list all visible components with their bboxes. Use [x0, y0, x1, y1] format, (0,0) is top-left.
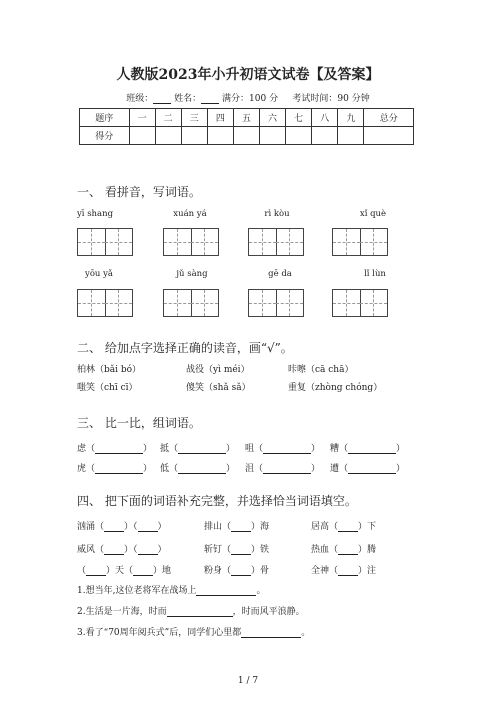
- compare-item: 糟（ ）: [330, 444, 406, 454]
- answer-blank[interactable]: [95, 464, 143, 474]
- reading-choice[interactable]: 嗤笑（chī cī）: [77, 383, 138, 393]
- answer-blank[interactable]: [241, 628, 301, 638]
- reading-choice[interactable]: 柏林（bǎi bó）: [77, 365, 142, 375]
- class-blank: [153, 94, 171, 104]
- name-label: 姓名：: [174, 94, 202, 104]
- table-cell: 三: [181, 109, 207, 127]
- writing-grid[interactable]: [77, 228, 133, 256]
- table-cell: 七: [286, 109, 312, 127]
- score-cell[interactable]: [364, 127, 414, 145]
- table-cell: 九: [338, 109, 364, 127]
- section-4-heading: 四、 把下面的词语补充完整，并选择恰当词语填空。: [77, 494, 357, 508]
- answer-blank[interactable]: [338, 566, 358, 576]
- idiom-item: 斩钉（ ）铁: [204, 545, 270, 555]
- writing-grid[interactable]: [248, 228, 304, 256]
- fill-question-3: 3.看了“70周年阅兵式”后，同学们心里都 。: [77, 628, 311, 638]
- name-blank: [201, 94, 219, 104]
- compare-item: 虑（ ）: [77, 444, 153, 454]
- idiom-item: 热血（ ）腾: [311, 545, 377, 555]
- page-number: 1 / 7: [237, 676, 259, 686]
- compare-item: 遭（ ）: [330, 464, 406, 474]
- idiom-item: 威风（ ）（ ）: [77, 545, 167, 555]
- reading-choice[interactable]: 咔嚓（cā chā）: [288, 365, 354, 375]
- writing-grid[interactable]: [248, 289, 304, 317]
- page-title: 人教版2023年小升初语文试卷【及答案】: [116, 67, 380, 83]
- score-header-row: [80, 109, 414, 127]
- pinyin-label: xuán yá: [173, 209, 207, 219]
- answer-blank[interactable]: [263, 464, 311, 474]
- exam-time: 考试时间：90 分钟: [292, 94, 370, 104]
- answer-blank[interactable]: [104, 545, 124, 555]
- writing-grid[interactable]: [163, 228, 219, 256]
- compare-char: 沮: [245, 464, 255, 474]
- idiom-item: 居高（ ）下: [311, 522, 377, 532]
- answer-blank[interactable]: [338, 545, 358, 555]
- score-cell[interactable]: [181, 127, 207, 145]
- class-label: 班级：: [126, 94, 154, 104]
- table-cell: 五: [233, 109, 259, 127]
- compare-item: 沮（ ）: [245, 464, 321, 474]
- compare-item: 虎（ ）: [77, 464, 153, 474]
- answer-blank[interactable]: [95, 444, 143, 454]
- compare-char: 糟: [330, 444, 340, 454]
- compare-item: 抵（ ）: [160, 444, 236, 454]
- idiom-item: 粉身（ ）骨: [204, 566, 270, 576]
- answer-blank[interactable]: [86, 566, 106, 576]
- answer-blank[interactable]: [348, 464, 396, 474]
- table-cell: 六: [260, 109, 286, 127]
- score-table: [79, 108, 414, 145]
- answer-blank[interactable]: [231, 522, 251, 532]
- answer-blank[interactable]: [167, 607, 233, 617]
- pinyin-label: yōu yǎ: [85, 269, 113, 279]
- reading-choice[interactable]: 傻笑（shǎ sǎ）: [186, 383, 251, 393]
- exam-info: [0, 91, 496, 104]
- answer-blank[interactable]: [133, 566, 153, 576]
- idiom-item: 全神（ ）注: [311, 566, 377, 576]
- pinyin-label: jǔ sàng: [176, 269, 208, 279]
- pinyin-label: rì kòu: [264, 209, 290, 219]
- answer-blank[interactable]: [231, 545, 251, 555]
- pinyin-label: xǐ què: [359, 209, 387, 219]
- table-cell: 总分: [364, 109, 414, 127]
- pinyin-label: gē da: [268, 269, 292, 279]
- score-cell[interactable]: [286, 127, 312, 145]
- compare-char: 遭: [330, 464, 340, 474]
- compare-char: 虎: [77, 464, 87, 474]
- table-cell: 题序: [80, 109, 130, 127]
- answer-blank[interactable]: [338, 522, 358, 532]
- compare-item: 低（ ）: [160, 464, 236, 474]
- pinyin-label: yī shang: [76, 209, 114, 219]
- answer-blank[interactable]: [178, 464, 226, 474]
- score-cell[interactable]: [129, 127, 155, 145]
- writing-grid[interactable]: [163, 289, 219, 317]
- answer-blank[interactable]: [104, 522, 124, 532]
- idiom-item: （ ）天（ ）地: [77, 566, 172, 576]
- score-cell[interactable]: [207, 127, 233, 145]
- compare-char: 虑: [77, 444, 87, 454]
- section-3-heading: 三、 比一比，组词语。: [77, 416, 201, 430]
- compare-char: 咀: [245, 444, 255, 454]
- answer-blank[interactable]: [231, 566, 251, 576]
- reading-choice[interactable]: 重复（zhòng chóng）: [288, 383, 383, 393]
- answer-blank[interactable]: [196, 586, 256, 596]
- writing-grid[interactable]: [332, 228, 388, 256]
- answer-blank[interactable]: [263, 444, 311, 454]
- table-cell: 得分: [80, 127, 130, 145]
- table-cell: 一: [129, 109, 155, 127]
- score-value-row: [80, 127, 414, 145]
- score-cell[interactable]: [260, 127, 286, 145]
- reading-choice[interactable]: 战役（yì méi）: [186, 365, 250, 375]
- writing-grid[interactable]: [77, 289, 133, 317]
- score-cell[interactable]: [312, 127, 338, 145]
- answer-blank[interactable]: [138, 545, 158, 555]
- table-cell: 八: [312, 109, 338, 127]
- answer-blank[interactable]: [138, 522, 158, 532]
- idiom-item: 汹涌（ ）（ ）: [77, 522, 167, 532]
- table-cell: 四: [207, 109, 233, 127]
- fill-question-1: 1.想当年,这位老将军在战场上 。: [77, 586, 266, 596]
- compare-char: 低: [160, 464, 170, 474]
- score-cell[interactable]: [338, 127, 364, 145]
- compare-item: 咀（ ）: [245, 444, 321, 454]
- section-1-heading: 一、 看拼音，写词语。: [77, 185, 201, 199]
- writing-grid[interactable]: [332, 289, 388, 317]
- table-cell: 二: [155, 109, 181, 127]
- score-cell[interactable]: [155, 127, 181, 145]
- idiom-item: 排山（ ）海: [204, 522, 270, 532]
- compare-char: 抵: [160, 444, 170, 454]
- answer-blank[interactable]: [178, 444, 226, 454]
- section-2-heading: 二、 给加点字选择正确的读音，画“√”。: [77, 341, 293, 355]
- fill-question-2: 2.生活是一片海，时而 ，时而风平浪静。: [77, 607, 305, 617]
- full-score: 满分：100 分: [222, 94, 279, 104]
- answer-blank[interactable]: [348, 444, 396, 454]
- pinyin-label: lǐ lùn: [364, 269, 386, 279]
- score-cell[interactable]: [233, 127, 259, 145]
